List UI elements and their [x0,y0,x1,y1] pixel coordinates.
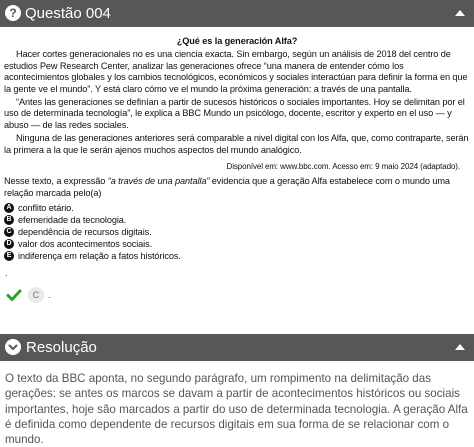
option-d [4,238,470,250]
question-statement-image [4,30,470,261]
trailing-dot: . [5,268,8,278]
option-letter: C [4,227,14,237]
option-text: efemeridade da tecnologia. [18,214,127,225]
option-text: indiferença em relação a fatos históricos. [18,250,181,261]
option-text: dependência de recursos digitais. [18,226,152,237]
answer-suffix: . [48,290,51,300]
question-title: Questão 004 [25,5,111,22]
option-c [4,226,470,238]
article-title: ¿Qué es la generación Alfa? [176,36,298,46]
option-a [4,202,470,214]
chevron-up-icon[interactable] [455,10,465,16]
option-letter: A [4,203,14,213]
option-letter: B [4,215,14,225]
question-prompt [4,176,470,199]
answer-badge: C [28,287,44,303]
option-text: conflito etário. [18,202,74,213]
option-b [4,214,470,226]
article-paragraph: “Antes las generaciones se definían a partir de sucesos históricos o sociales importantes. Hoy se delimitan por el uso de determinada tecnología”, le explica a BBC Mundo un psicólogo, docente, escritor y experto en el uso — y abuso — de las redes sociales. [4,97,465,130]
option-letter: E [4,251,14,261]
chevron-circle-down-icon [5,339,21,355]
resolution-text: O texto da BBC aponta, no segundo parágrafo, um rompimento na delimitação das gerações: se antes os marcos se davam a partir de acontecimentos históricos ou sociais importantes, hoje são marcados a partir do uso de determinada tecnologia. A geração Alfa é definida como dependente de recursos digitais em sua forma de se relacionar com o mundo. [5,372,468,447]
article-source: Disponível em: www.bbc.com. Acesso em: 9 maio 2024 (adaptado). [226,162,460,172]
resolution-header[interactable] [0,334,474,361]
question-prompt-end: evidencia que a geração Alfa estabelece com o mundo uma relação marcada pelo(a) [4,176,450,198]
article-paragraph: Hacer cortes generacionales no es una ciencia exacta. Sin embargo, según un análisis de 2018 del centro de estudios Pew Research Center, analizar las generaciones ofrece “una manera de entender cómo los acontecimientos globales y los cambios tecnológicos, económicos y sociales interactúan para definir la forma en que la gente ve el mundo”. Y está claro cómo ve el mundo la próxima generación: a través de una pantalla. [4,49,468,94]
question-prompt-start: Nesse texto, a expressão [4,176,108,187]
check-icon [6,287,22,303]
option-letter: D [4,239,14,249]
question-circle-icon: ? [5,5,21,21]
article-paragraph: Ninguna de las generaciones anteriores será comparable a nivel digital con los Alfa, que, como contraparte, serán la primera a la que le serán ajenos muchos aspectos del mundo analógico. [4,133,469,155]
question-header[interactable] [0,0,474,27]
option-e [4,250,470,262]
resolution-title: Resolução [26,339,97,356]
option-text: valor dos acontecimentos sociais. [18,238,153,249]
chevron-up-icon[interactable] [455,344,465,350]
question-prompt-quote: “a través de una pantalla” [107,176,210,187]
